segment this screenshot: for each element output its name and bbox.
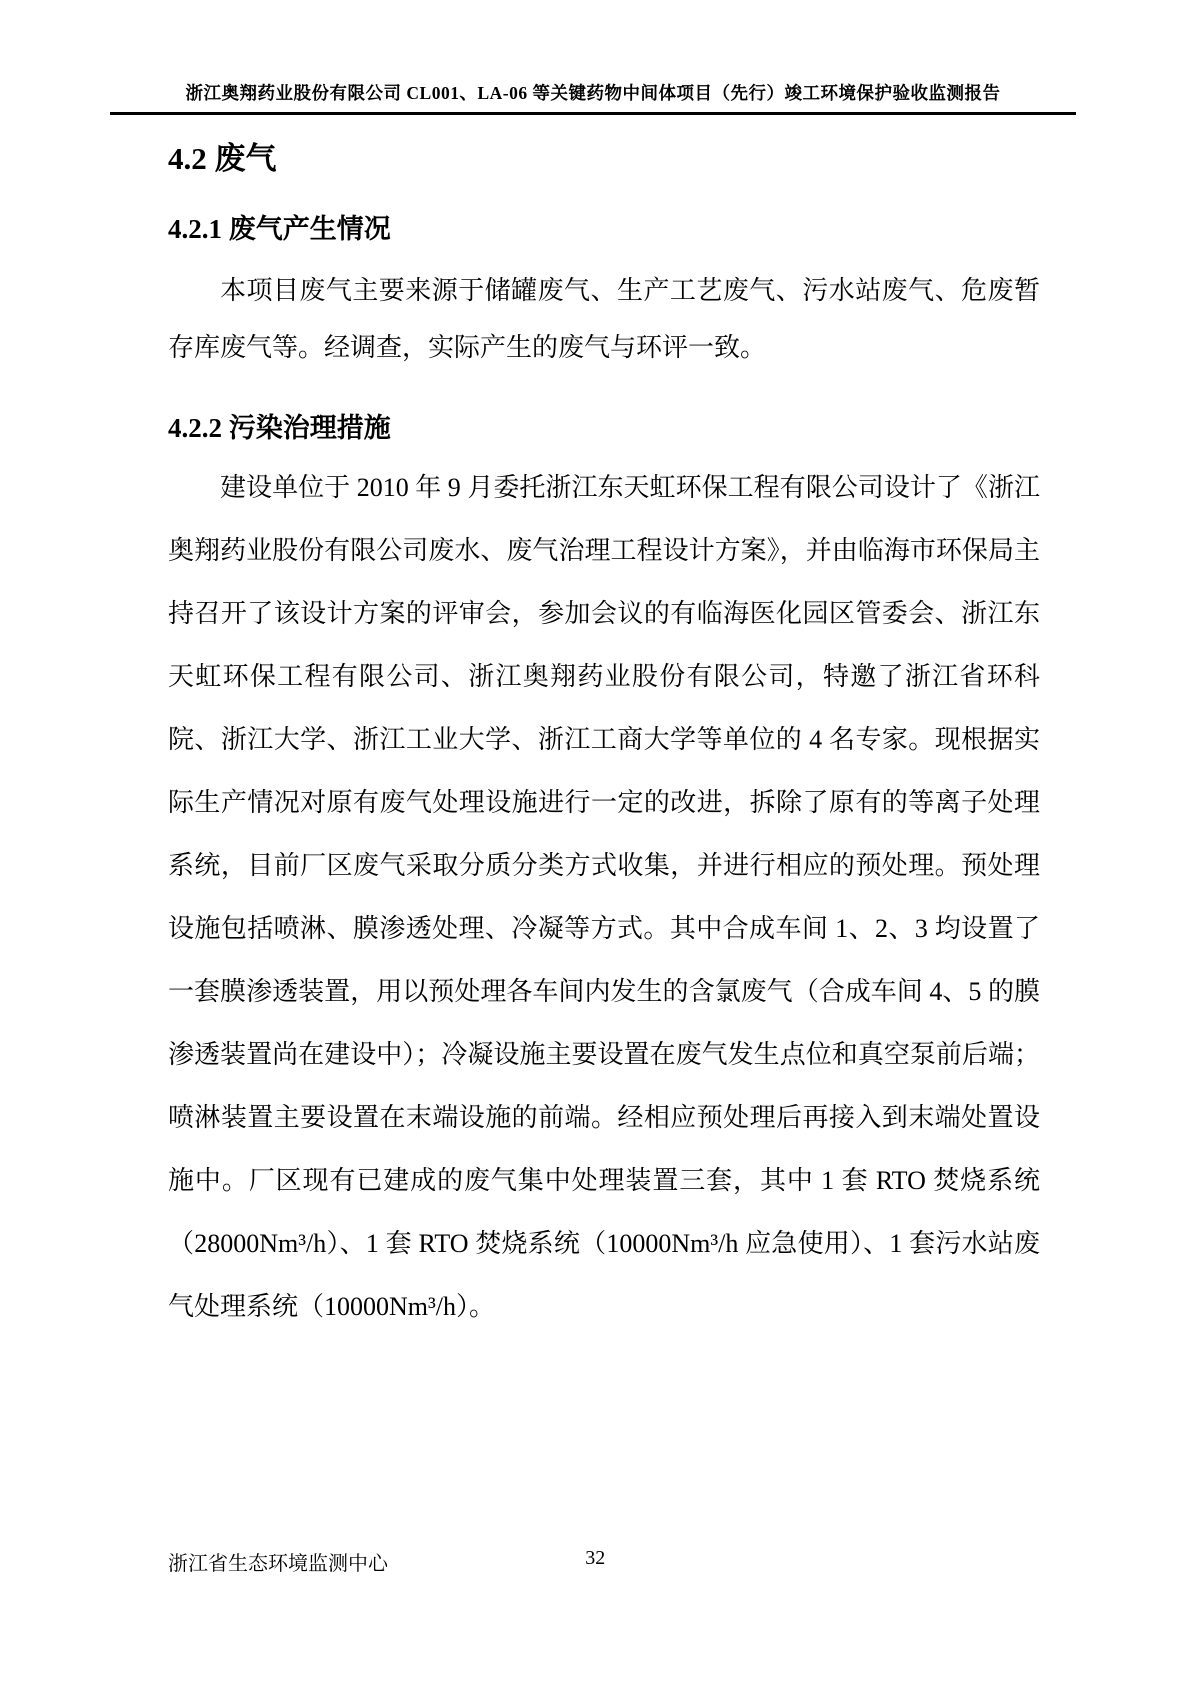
paragraph-pollution-control-measures: 建设单位于 2010 年 9 月委托浙江东天虹环保工程有限公司设计了《浙江奥翔药业股份有限公司废水、废气治理工程设计方案》，并由临海市环保局主持召开了该设计方案的评审会，参加会议的有临海医化园区管委会、浙江东天虹环保工程有限公司、浙江奥翔药业股份有限公司，特邀了浙江省环科院、浙江大学、浙江工业大学、浙江工商大学等单位的 4 名专家。现根据实际生产情况对原有废气处理设施进行一定的改进，拆除了原有的等离子处理系统，目前厂区废气采取分质分类方式收集，并进行相应的预处理。预处理设施包括喷淋、膜渗透处理、冷凝等方式。其中合成车间 1、2、3 均设置了一套膜渗透装置，用以预处理各车间内发生的含氯废气（合成车间 4、5 的膜渗透装置尚在建设中）；冷凝设施主要设置在废气发生点位和真空泵前后端；喷淋装置主要设置在末端设施的前端。经相应预处理后再接入到末端处置设施中。厂区现有已建成的废气集中处理装置三套，其中 1 套 RTO 焚烧系统（28000Nm³/h）、1 套 RTO 焚烧系统（10000Nm³/h 应急使用）、1 套污水站废气处理系统（10000Nm³/h）。 bbox=[168, 472, 1040, 1321]
page-footer bbox=[168, 1547, 1040, 1575]
page-content bbox=[168, 118, 1040, 1338]
paragraph-waste-gas-sources: 本项目废气主要来源于储罐废气、生产工艺废气、污水站废气、危废暂存库废气等。经调查，实际产生的废气与环评一致。 bbox=[168, 275, 1040, 362]
running-header-title: 浙江奥翔药业股份有限公司 CL001、LA-06 等关键药物中间体项目（先行）竣工环境保护验收监测报告 bbox=[185, 83, 1001, 103]
section-heading-4-2-1: 4.2.1 废气产生情况 bbox=[168, 214, 391, 245]
footer-page-number: 32 bbox=[585, 1547, 606, 1569]
footer-organization: 浙江省生态环境监测中心 bbox=[168, 1553, 388, 1575]
section-heading-4-2: 4.2 废气 bbox=[168, 141, 277, 176]
section-heading-4-2-2: 4.2.2 污染治理措施 bbox=[168, 412, 391, 443]
page-header bbox=[110, 80, 1076, 115]
